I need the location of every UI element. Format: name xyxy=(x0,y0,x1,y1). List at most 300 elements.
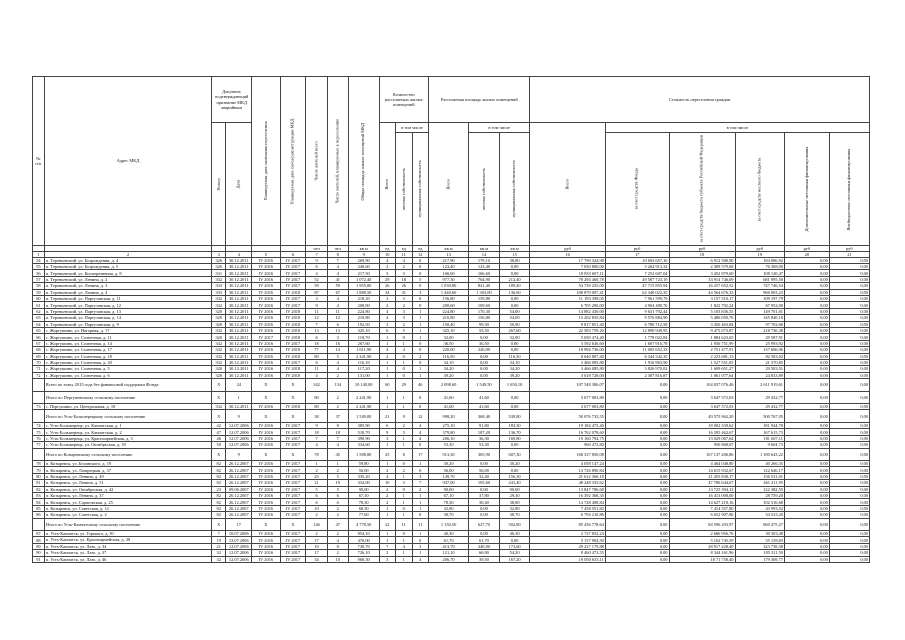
table-cell: 38 xyxy=(306,410,327,423)
table-cell: 10.07.2006 xyxy=(226,531,252,537)
table-cell: 14 xyxy=(327,347,348,353)
table-cell: 0,00 xyxy=(605,492,669,498)
table-cell: 116,50 xyxy=(429,353,469,359)
table-cell: 82 xyxy=(212,512,226,518)
table-cell: 73 xyxy=(33,404,45,410)
table-cell: 0,00 xyxy=(829,257,869,263)
table-cell: 726,10 xyxy=(348,550,379,556)
header-area-group: Расселяемая площадь жилых помещений xyxy=(429,77,530,123)
table-cell: 0 xyxy=(412,296,429,302)
table-cell: 3 647 572,03 xyxy=(669,404,735,410)
table-cell: 0,00 xyxy=(785,372,830,378)
table-cell: 1 xyxy=(379,512,396,518)
table-cell: 0,00 xyxy=(829,296,869,302)
table-cell: IV 2017 xyxy=(280,512,306,518)
table-cell: 0,00 xyxy=(829,308,869,314)
table-cell: 267,60 xyxy=(499,327,530,333)
table-cell: 4 xyxy=(226,251,252,257)
table-cell: 22 583 759,20 xyxy=(530,327,605,333)
table-cell: кв.м xyxy=(499,245,530,251)
table-cell: 39,50 xyxy=(469,556,500,562)
header-other: Внебюджетные источники финансирования xyxy=(829,133,869,246)
table-cell: 2 xyxy=(327,512,348,518)
table-cell: 10 xyxy=(327,556,348,562)
table-cell: 0,00 xyxy=(499,537,530,543)
address-cell: п. Козыревск, ул. Ленина, д. 49 xyxy=(44,473,211,479)
table-cell: 6 xyxy=(306,264,327,270)
table-cell: 3 xyxy=(412,289,429,295)
table-cell: 47 xyxy=(212,429,226,435)
table-cell: 1 xyxy=(396,537,413,543)
table-cell: 332 xyxy=(212,276,226,282)
table-cell: 122 646,17 xyxy=(735,467,785,473)
table-cell: 960 472,80 xyxy=(530,442,605,448)
table-cell: 16 392 368,35 xyxy=(530,492,605,498)
table-cell: 8 xyxy=(327,543,348,549)
table-cell: 30.12.2011 xyxy=(226,404,252,410)
table-cell: X xyxy=(252,379,280,392)
table-cell: IV 2017 xyxy=(280,270,306,276)
table-cell: 30.12.2011 xyxy=(226,283,252,289)
table-cell: 3 xyxy=(396,296,413,302)
table-cell: 6 794 210,86 xyxy=(530,512,605,518)
table-cell: IV 2017 xyxy=(280,283,306,289)
table-cell: 32 xyxy=(212,550,226,556)
table-cell: 80 xyxy=(306,404,327,410)
table-cell: 5 102 745,59 xyxy=(669,537,735,543)
table-cell: 159,80 xyxy=(469,296,500,302)
table-cell: 9 xyxy=(379,429,396,435)
table-cell: IV 2016 xyxy=(252,435,280,441)
table-cell: 208,80 xyxy=(348,302,379,308)
table-cell: IV 2016 xyxy=(252,257,280,263)
table-cell: 8 640 807,40 xyxy=(530,353,605,359)
table-cell: 19 160 794,75 xyxy=(530,435,605,441)
table-cell: 15 xyxy=(499,251,530,257)
table-cell: 123,40 xyxy=(469,264,500,270)
table-cell: 1 xyxy=(412,321,429,327)
table-cell: 7 xyxy=(412,480,429,486)
table-cell: 0,00 xyxy=(499,404,530,410)
table-cell: 137 606,96 xyxy=(735,347,785,353)
table-cell: 2 686 956,76 xyxy=(669,531,735,537)
table-cell: 82 xyxy=(212,473,226,479)
table-cell: 2 223 681,13 xyxy=(669,353,735,359)
table-cell: 1 xyxy=(396,340,413,346)
table-cell: 2 xyxy=(379,302,396,308)
table-cell: 4 xyxy=(327,366,348,372)
table-cell: 326 xyxy=(212,264,226,270)
table-cell: 183,30 xyxy=(499,422,530,428)
table-cell: 19 050 633,11 xyxy=(530,556,605,562)
table-cell: 12.07.2006 xyxy=(226,442,252,448)
table-cell: 30.12.2011 xyxy=(226,321,252,327)
table-cell: 10 692 657,16 xyxy=(605,257,669,263)
table-cell: 0 xyxy=(396,334,413,340)
table-cell: IV 2016 xyxy=(252,366,280,372)
table-cell: 6 xyxy=(306,359,327,365)
table-cell: 134 xyxy=(327,379,348,392)
table-cell: 0,00 xyxy=(605,512,669,518)
table-cell: 18 002 339,62 xyxy=(669,422,735,428)
table-cell: 2 xyxy=(327,531,348,537)
table-cell: X xyxy=(280,448,306,461)
table-cell: 30.12.2011 xyxy=(226,315,252,321)
table-cell: 0,00 xyxy=(469,461,500,467)
table-cell: 1 xyxy=(379,537,396,543)
header-extra: Дополнительные источники финансирования xyxy=(785,133,830,246)
table-cell: 1 549,00 xyxy=(348,410,379,423)
table-cell: 68,30 xyxy=(348,505,379,511)
table-cell: 18 xyxy=(327,429,348,435)
table-cell: 28 917 428,40 xyxy=(669,543,735,549)
table-cell: 18 xyxy=(669,251,735,257)
table-cell: 2 xyxy=(327,505,348,511)
table-cell: 275,10 xyxy=(429,422,469,428)
header-doc-date: Дата xyxy=(226,123,252,246)
table-cell: 117,20 xyxy=(348,366,379,372)
table-cell: 6 xyxy=(306,334,327,340)
table-cell: 6 xyxy=(327,499,348,505)
table-cell: 41,60 xyxy=(429,404,469,410)
table-cell: 14 627 218,16 xyxy=(669,499,735,505)
table-cell: 105 311,59 xyxy=(735,550,785,556)
table-cell: 5 xyxy=(412,276,429,282)
table-cell: 54 523,20 xyxy=(735,512,785,518)
table-cell: 1 xyxy=(412,505,429,511)
resettlement-table xyxy=(32,76,870,563)
table-cell: 0,00 xyxy=(829,404,869,410)
table-cell: 860 475,27 xyxy=(735,518,785,531)
table-cell: 332 xyxy=(212,296,226,302)
table-cell: IV 2017 xyxy=(280,340,306,346)
table-cell: IV 2018 xyxy=(280,366,306,372)
table-cell: 30,40 xyxy=(469,499,500,505)
table-cell: 12.07.2006 xyxy=(226,550,252,556)
table-cell: 0,00 xyxy=(785,289,830,295)
table-cell: IV 2016 xyxy=(252,442,280,448)
table-cell: 2 xyxy=(327,391,348,404)
table-cell: 681 995,50 xyxy=(735,276,785,282)
table-cell: 0,00 xyxy=(785,512,830,518)
table-cell: 0,00 xyxy=(469,505,500,511)
table-cell: 156 531,01 xyxy=(735,473,785,479)
table-cell: 89 xyxy=(33,543,45,549)
table-cell: 0,00 xyxy=(499,264,530,270)
table-cell: 4 904 480,76 xyxy=(605,302,669,308)
table-cell: 0,00 xyxy=(499,296,530,302)
table-cell: 0,00 xyxy=(785,283,830,289)
table-cell: 12.07.2006 xyxy=(226,543,252,549)
table-cell: 968,30 xyxy=(348,556,379,562)
table-cell: 7 961 599,79 xyxy=(605,296,669,302)
table-cell: 34,20 xyxy=(499,366,530,372)
table-cell: 4 xyxy=(306,372,327,378)
table-cell: 334,60 xyxy=(348,442,379,448)
table-cell: X xyxy=(252,518,280,531)
table-cell: 49 587 723,19 xyxy=(605,276,669,282)
table-cell: 0,00 xyxy=(785,302,830,308)
table-cell: 0,00 xyxy=(605,429,669,435)
table-cell: 0,00 xyxy=(605,442,669,448)
table-cell: 0,00 xyxy=(469,372,500,378)
table-cell: 30,20 xyxy=(429,461,469,467)
table-cell: 18 71 758,40 xyxy=(669,556,735,562)
table-cell: 26.12.2007 xyxy=(226,505,252,511)
table-cell: 0,00 xyxy=(829,543,869,549)
table-cell: 0,00 xyxy=(605,499,669,505)
table-cell: ед xyxy=(379,245,396,251)
table-cell: 2 xyxy=(379,353,396,359)
table-cell: 34 xyxy=(379,289,396,295)
table-cell: IV 2017 xyxy=(280,467,306,473)
table-cell: 78,30 xyxy=(429,499,469,505)
table-cell: 83 xyxy=(33,492,45,498)
table-cell: 0 xyxy=(412,391,429,404)
table-cell: 1 072,40 xyxy=(348,276,379,282)
table-cell: 59 xyxy=(33,289,45,295)
table-cell: 13 725 394,13 xyxy=(669,486,735,492)
table-cell: 13 029 067,64 xyxy=(669,435,735,441)
table-cell: 76 xyxy=(33,435,45,441)
header-area-private: частная собственность xyxy=(469,133,500,246)
table-cell: 1 607 916,78 xyxy=(605,340,669,346)
table-cell: 3 xyxy=(412,473,429,479)
table-cell: IV 2018 xyxy=(280,404,306,410)
table-cell: 6 xyxy=(306,492,327,498)
table-cell: IV 2016 xyxy=(252,308,280,314)
table-cell: 8 xyxy=(327,422,348,428)
table-cell: 30.12.2011 xyxy=(226,302,252,308)
table-cell: 12 xyxy=(327,315,348,321)
table-cell: 0,00 xyxy=(605,537,669,543)
table-row xyxy=(33,556,870,562)
table-cell: 1 180 643,22 xyxy=(735,448,785,461)
table-cell: 105,60 xyxy=(469,480,500,486)
table-cell: 78 294 460,78 xyxy=(530,276,605,282)
table-cell: 1 xyxy=(396,492,413,498)
table-cell: 0,00 xyxy=(785,556,830,562)
table-cell: 1 609 651,27 xyxy=(669,366,735,372)
table-cell: 332 xyxy=(212,404,226,410)
table-cell: 4 xyxy=(412,422,429,428)
table-cell: 0,00 xyxy=(829,359,869,365)
table-cell: 46,30 xyxy=(499,531,530,537)
table-cell: 0,00 xyxy=(785,543,830,549)
table-cell: IV 2018 xyxy=(280,327,306,333)
table-cell: 99,50 xyxy=(469,321,500,327)
table-cell: 11 005 652,33 xyxy=(605,347,669,353)
table-cell: 0,00 xyxy=(605,448,669,461)
table-cell: 332 xyxy=(212,302,226,308)
table-cell: 518,70 xyxy=(348,429,379,435)
table-cell: 1 xyxy=(379,531,396,537)
table-cell: 34,10 xyxy=(429,359,469,365)
table-cell: 0,00 xyxy=(785,410,830,423)
table-cell: 0,00 xyxy=(829,283,869,289)
header-area-total: Общая площадь жилых помещений МКД xyxy=(348,77,379,246)
table-cell: 38,70 xyxy=(429,512,469,518)
table-cell: 33 914 746,09 xyxy=(669,276,735,282)
table-cell: 320 xyxy=(212,372,226,378)
table-cell: 3 xyxy=(379,270,396,276)
table-cell: 41 xyxy=(327,276,348,282)
table-cell: IV 2016 xyxy=(252,473,280,479)
table-cell: 17 xyxy=(412,448,429,461)
table-cell: 0,00 xyxy=(499,442,530,448)
table-cell: 30.12.2011 xyxy=(226,334,252,340)
table-cell: 1 xyxy=(412,550,429,556)
table-cell: 91,80 xyxy=(469,422,500,428)
table-cell: 413,70 xyxy=(429,543,469,549)
table-cell: IV 2016 xyxy=(252,340,280,346)
table-cell: 78,30 xyxy=(348,499,379,505)
table-cell: 2 241,90 xyxy=(348,353,379,359)
table-cell: 30.12.2011 xyxy=(226,327,252,333)
address-cell: с. Жоргушино, ул. Солнечная, д. 17 xyxy=(44,347,211,353)
table-cell: 29,30 xyxy=(499,492,530,498)
table-cell: 0,00 xyxy=(499,340,530,346)
table-cell: IV 2017 xyxy=(280,461,306,467)
table-cell: 9 576 884,90 xyxy=(605,315,669,321)
table-cell: IV 2016 xyxy=(252,276,280,282)
table-cell: 11 xyxy=(396,251,413,257)
table-cell: IV 2017 xyxy=(252,334,280,340)
table-cell: 1 440,60 xyxy=(429,289,469,295)
table-cell: 30.12.2011 xyxy=(226,257,252,263)
table-cell: 0,00 xyxy=(605,505,669,511)
header-area-municipal: муниципальная собственность xyxy=(499,133,530,246)
table-cell: 7 414 557,80 xyxy=(669,505,735,511)
address-cell: п. Козыревск, ул. Ленина, д. 37 xyxy=(44,492,211,498)
table-cell: 3 677 003,80 xyxy=(530,404,605,410)
table-cell: 43 993,52 xyxy=(735,505,785,511)
table-cell: 77 xyxy=(306,347,327,353)
table-cell: 2 xyxy=(379,550,396,556)
table-cell: 0,00 xyxy=(829,518,869,531)
table-cell: 0,00 xyxy=(605,486,669,492)
table-cell: 66,90 xyxy=(469,550,500,556)
table-cell: 0,00 xyxy=(469,512,500,518)
table-cell: 627,70 xyxy=(469,518,500,531)
table-cell: 59,80 xyxy=(348,461,379,467)
table-cell: 0,00 xyxy=(829,366,869,372)
table-cell: 30.12.2011 xyxy=(226,347,252,353)
table-cell: 4 xyxy=(379,347,396,353)
table-cell: 4 xyxy=(327,264,348,270)
table-cell: 46 xyxy=(212,435,226,441)
table-cell: IV 2016 xyxy=(252,492,280,498)
table-cell: 30.12.2011 xyxy=(226,340,252,346)
table-cell: 52 xyxy=(306,276,327,282)
address-cell: с. Жоргушино, ул. Солнечная, д. 5 xyxy=(44,366,211,372)
address-cell: Итого по Усть-Камчатскому сельскому поселению xyxy=(44,518,211,531)
table-cell: 82 xyxy=(212,461,226,467)
table-cell: IV 2016 xyxy=(252,404,280,410)
header-doc-number: Номер xyxy=(212,123,226,246)
table-cell: IV 2016 xyxy=(252,289,280,295)
table-cell: 332 xyxy=(212,340,226,346)
table-cell: 4 xyxy=(396,543,413,549)
table-cell: 2 xyxy=(306,467,327,473)
table-cell: 26.12.2007 xyxy=(226,473,252,479)
table-cell: 11 xyxy=(327,308,348,314)
table-cell: 2 241,90 xyxy=(348,391,379,404)
table-cell: 16 762 078,60 xyxy=(530,429,605,435)
table-cell: 0,00 xyxy=(605,404,669,410)
table-cell: 10 xyxy=(306,505,327,511)
table-cell: 1 xyxy=(379,391,396,404)
table-cell: 0,00 xyxy=(605,422,669,428)
table-cell: 38,80 xyxy=(499,257,530,263)
address-cell: п. Усть-Камчатск, ул. Лазо, д. 34 xyxy=(44,543,211,549)
table-cell: 1 650,10 xyxy=(499,379,530,392)
table-cell xyxy=(33,518,45,531)
table-cell: 1 xyxy=(412,499,429,505)
table-cell: 44 564 676,33 xyxy=(669,289,735,295)
table-cell: IV 2016 xyxy=(252,296,280,302)
table-cell: 7 xyxy=(327,257,348,263)
table-cell: 12 890 949,95 xyxy=(605,327,669,333)
table-cell: 86 xyxy=(33,512,45,518)
subtotal-row xyxy=(33,518,870,531)
table-cell: 0,00 xyxy=(785,537,830,543)
table-cell: 1 xyxy=(379,359,396,365)
table-cell xyxy=(33,448,45,461)
table-cell: 2 xyxy=(327,372,348,378)
table-cell: 210,80 xyxy=(348,315,379,321)
table-cell: 179,10 xyxy=(469,257,500,263)
table-cell: 17 790 324,98 xyxy=(530,257,605,263)
table-cell: 26 xyxy=(396,283,413,289)
table-cell: X xyxy=(252,391,280,404)
table-cell: 1 xyxy=(327,461,348,467)
table-cell: IV 2016 xyxy=(252,327,280,333)
table-cell: 121,10 xyxy=(429,550,469,556)
table-cell: 7 xyxy=(306,435,327,441)
table-cell: 16 xyxy=(327,340,348,346)
table-cell: 11 xyxy=(306,308,327,314)
table-cell: 1 xyxy=(226,391,252,404)
table-cell: 0 xyxy=(396,486,413,492)
table-cell: 502,80 xyxy=(499,518,530,531)
table-cell: 166,60 xyxy=(469,270,500,276)
table-cell: 136,60 xyxy=(499,289,530,295)
table-cell: IV 2016 xyxy=(252,480,280,486)
table-cell: 25 xyxy=(379,448,396,461)
table-cell: 0,00 xyxy=(605,550,669,556)
table-cell: 3 xyxy=(396,480,413,486)
table-cell: 166,60 xyxy=(429,270,469,276)
table-cell: 267,60 xyxy=(348,340,379,346)
table-cell: 26.12.2007 xyxy=(226,512,252,518)
table-cell: IV 2016 xyxy=(252,372,280,378)
table-cell: кв.м xyxy=(348,245,379,251)
table-cell: 12.07.2006 xyxy=(226,429,252,435)
table-cell: 87 xyxy=(306,289,327,295)
table-cell: 67 xyxy=(33,340,45,346)
table-cell: 59 xyxy=(327,283,348,289)
table-cell: 240,00 xyxy=(469,543,500,549)
table-cell: 0 xyxy=(412,512,429,518)
table-cell: 0,00 xyxy=(785,334,830,340)
table-cell: 170,30 xyxy=(469,308,500,314)
table-cell: 149 701,01 xyxy=(735,308,785,314)
table-cell: 1 xyxy=(412,372,429,378)
table-cell: 1 xyxy=(412,492,429,498)
table-cell: руб xyxy=(530,245,605,251)
table-cell: IV 2017 xyxy=(280,442,306,448)
